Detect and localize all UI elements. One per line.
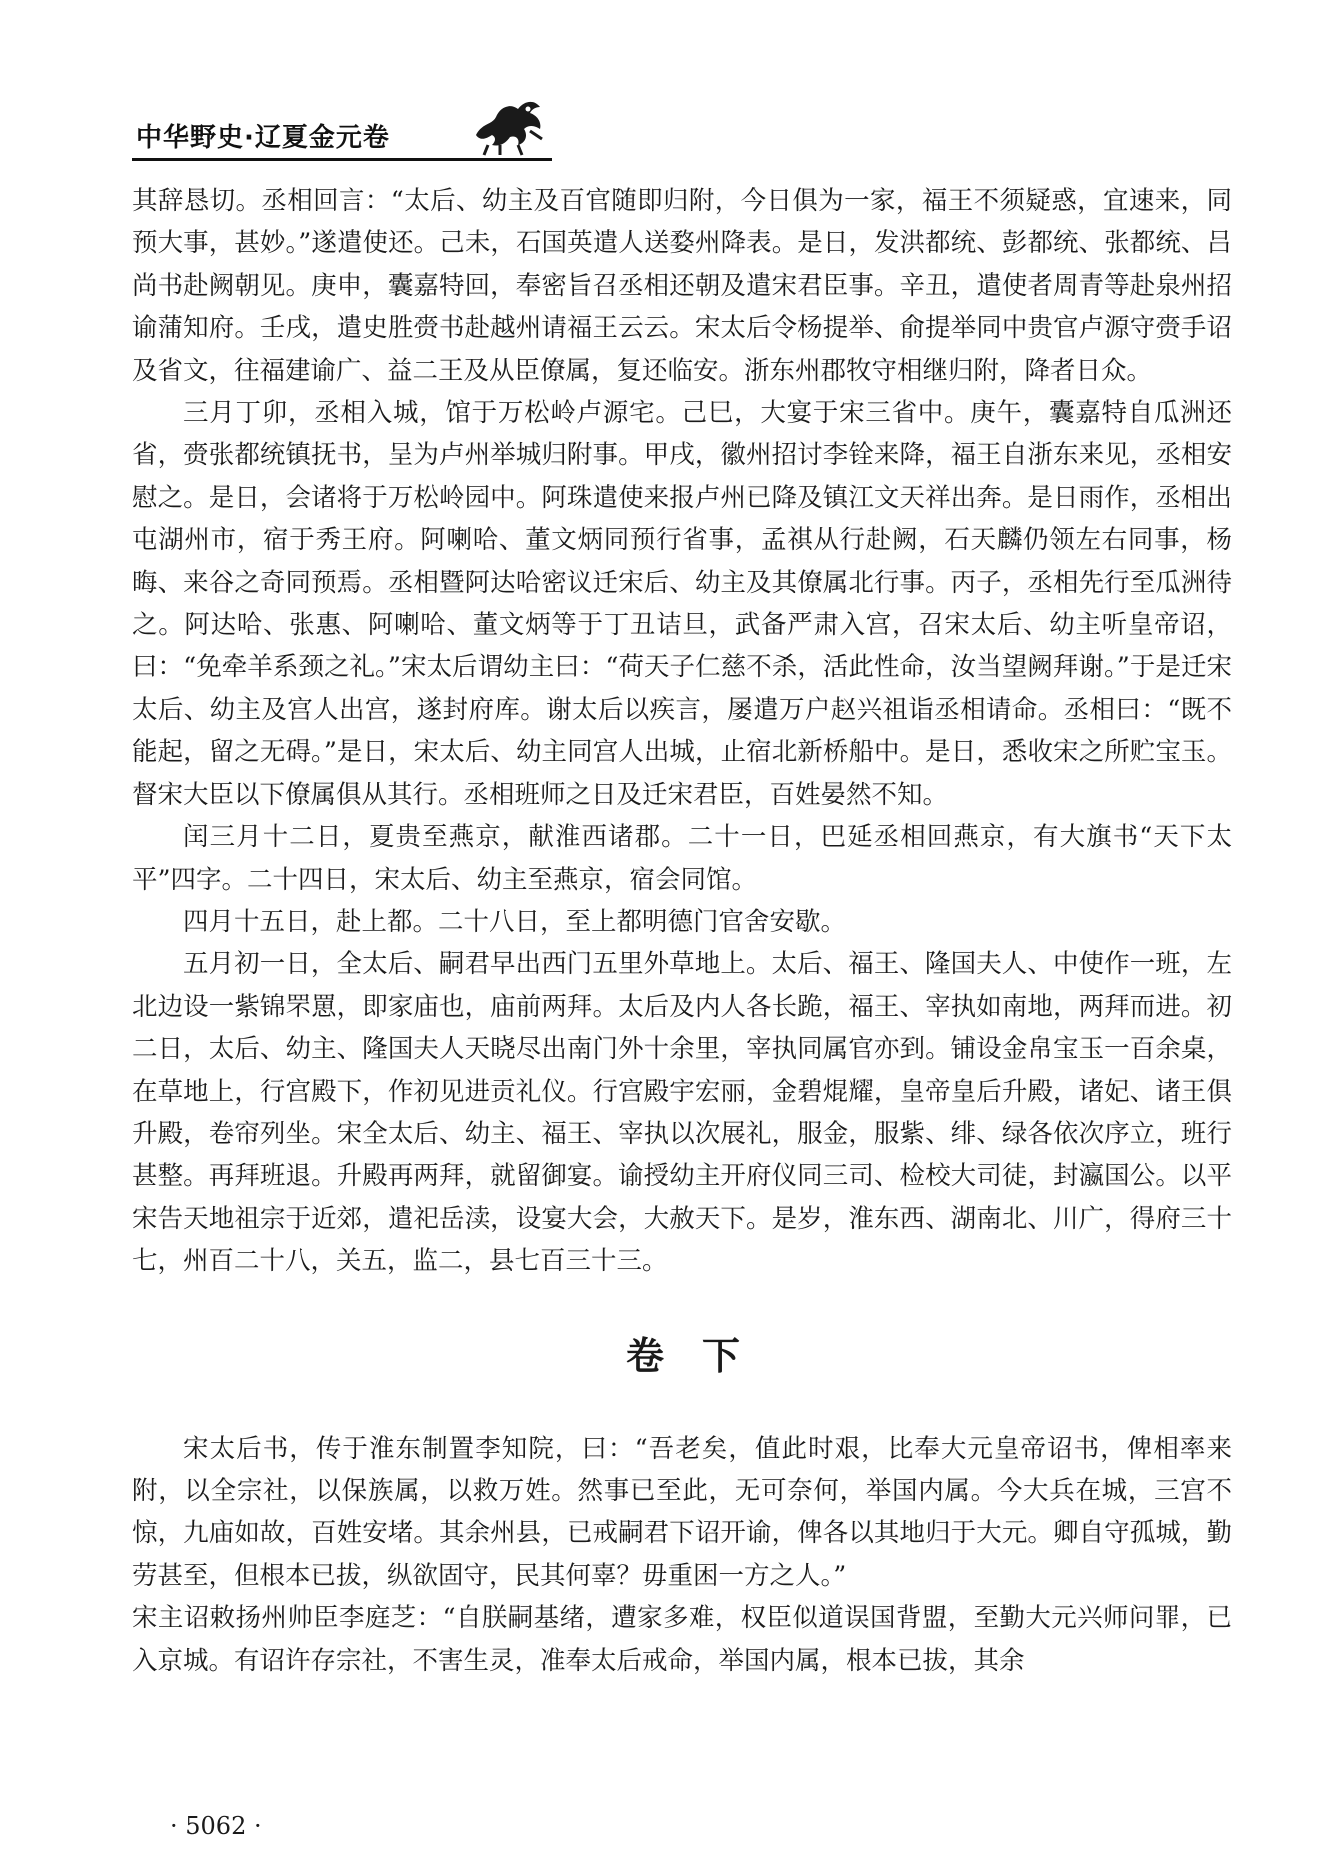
- book-title: 中华野史·辽夏金元卷: [136, 123, 390, 153]
- paragraph-1: 其辞恳切。丞相回言：“太后、幼主及百官随即归附，今日俱为一家，福王不须疑惑，宜速来，同预大事，甚妙。”遂遣使还。己未，石国英遣人送婺州降表。是日，发洪都统、彭都统、张都统、吕尚书赴阙朝见。庚申，囊嘉特回，奉密旨召丞相还朝及遣宋君臣事。辛丑，遣使者周青等赴泉州招谕蒲知府。壬戌，遣史胜赍书赴越州请福王云云。宋太后令杨提举、俞提举同中贵官卢源守赍手诏及省文，往福建谕广、益二王及从臣僚属，复还临安。浙东州郡牧守相继归附，降者日众。: [132, 186, 1232, 386]
- section-title: 卷下: [625, 1333, 778, 1378]
- section-paragraph-2: 宋主诏敕扬州帅臣李庭芝：“自朕嗣基绪，遭家多难，权臣似道误国背盟，至勤大元兴师问罪，已入京城。有诏许存宗社，不害生灵，准奉太后戒命，举国内属，根本已拔，其余: [132, 1603, 1232, 1676]
- dragon-emblem-icon: [470, 95, 552, 157]
- header-rule: [132, 158, 552, 161]
- paragraph-3: 闰三月十二日，夏贵至燕京，献淮西诸郡。二十一日，巴延丞相回燕京，有大旗书“天下太平”四字。二十四日，宋太后、幼主至燕京，宿会同馆。: [132, 822, 1232, 895]
- paragraph-5: 五月初一日，全太后、嗣君早出西门五里外草地上。太后、福王、隆国夫人、中使作一班，左北边设一紫锦罘罳，即家庙也，庙前两拜。太后及内人各长跪，福王、宰执如南地，两拜而进。初二日，太后、幼主、隆国夫人天晓尽出南门外十余里，宰执同属官亦到。铺设金帛宝玉一百余桌，在草地上，行宫殿下，作初见进贡礼仪。行宫殿宇宏丽，金碧焜耀，皇帝皇后升殿，诸妃、诸王俱升殿，卷帘列坐。宋全太后、幼主、福王、宰执以次展礼，服金，服紫、绯、绿各依次序立，班行甚整。再拜班退。升殿再两拜，就留御宴。谕授幼主开府仪同三司、检校大司徒，封瀛国公。以平宋告天地祖宗于近郊，遣祀岳渎，设宴大会，大赦天下。是岁，淮东西、湖南北、川广，得府三十七，州百二十八，关五，监二，县七百三十三。: [132, 949, 1232, 1277]
- main-text: [132, 180, 1232, 1682]
- section-paragraph-1: 宋太后书，传于淮东制置李知院，曰：“吾老矣，值此时艰，比奉大元皇帝诏书，俾相率来附，以全宗社，以保族属，以救万姓。然事已至此，无可奈何，举国内属。今大兵在城，三宫不惊，九庙如故，百姓安堵。其余州县，已戒嗣君下诏开谕，俾各以其地归于大元。卿自守孤城，勤劳甚至，但根本已拔，纵欲固守，民其何辜？毋重困一方之人。”: [132, 1433, 1232, 1591]
- paragraph-4: 四月十五日，赴上都。二十八日，至上都明德门官舍安歇。: [183, 906, 847, 937]
- paragraph-2: 三月丁卯，丞相入城，馆于万松岭卢源宅。己巳，大宴于宋三省中。庚午，囊嘉特自瓜洲还省，赍张都统镇抚书，呈为卢州举城归附事。甲戌，徽州招讨李铨来降，福王自浙东来见，丞相安慰之。是日，会诸将于万松岭园中。阿珠遣使来报卢州已降及镇江文天祥出奔。是日雨作，丞相出屯湖州市，宿于秀王府。阿喇哈、董文炳同预行省事，孟祺从行赴阙，石天麟仍领左右同事，杨晦、来谷之奇同预焉。丞相暨阿达哈密议迁宋后、幼主及其僚属北行事。丙子，丞相先行至瓜洲待之。阿达哈、张惠、阿喇哈、董文炳等于丁丑诘旦，武备严肃入宫，召宋太后、幼主听皇帝诏，曰：“免牵羊系颈之礼。”宋太后谓幼主曰：“荷天子仁慈不杀，活此性命，汝当望阙拜谢。”于是迁宋太后、幼主及宫人出宫，遂封府库。谢太后以疾言，屡遣万户赵兴祖诣丞相请命。丞相曰：“既不能起，留之无碍。”是日，宋太后、幼主同宫人出城，止宿北新桥船中。是日，悉收宋之所贮宝玉。督宋大臣以下僚属俱从其行。丞相班师之日及迁宋君臣，百姓晏然不知。: [132, 398, 1232, 810]
- page-number: · 5062 ·: [170, 1812, 262, 1840]
- running-header: [132, 95, 552, 165]
